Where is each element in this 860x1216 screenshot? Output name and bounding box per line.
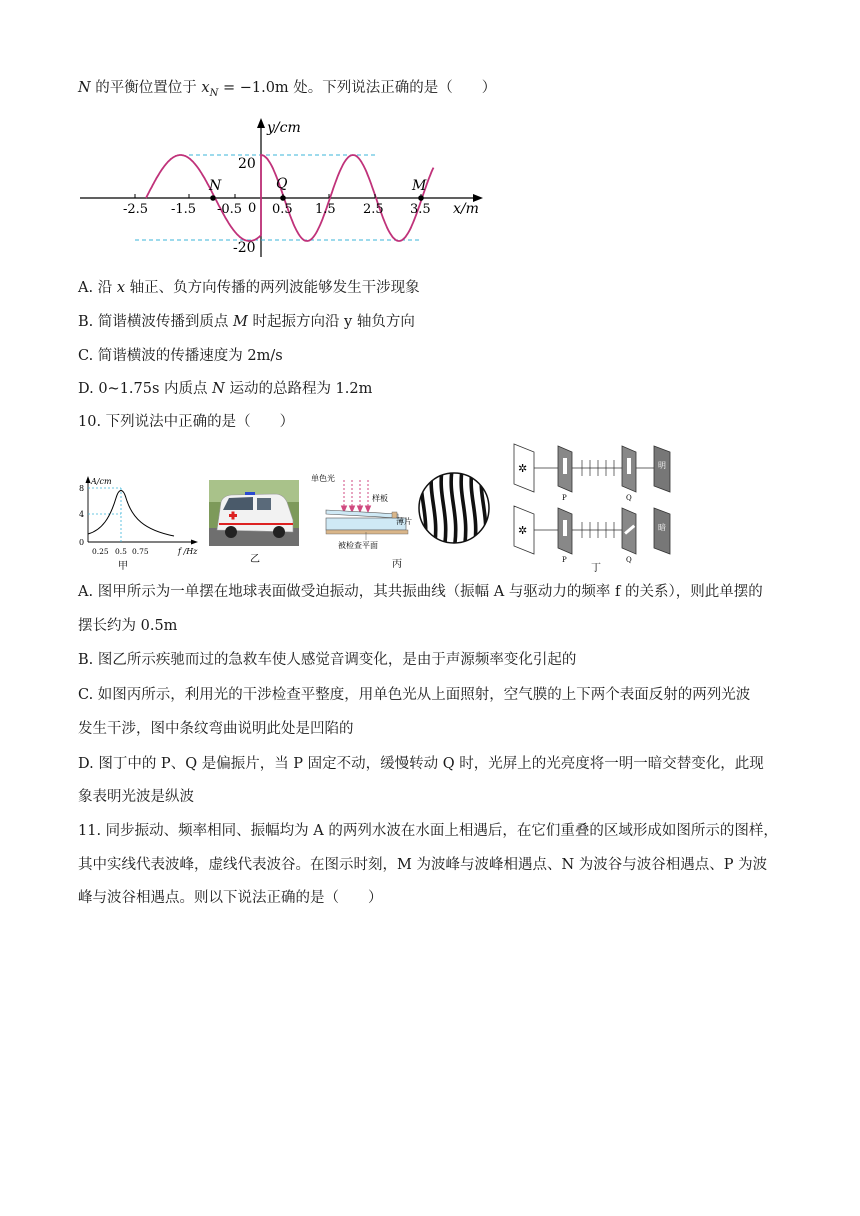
y-axis-label: y/cm <box>267 120 301 136</box>
fig-jia-y-tick: 4 <box>79 510 85 519</box>
x-tick-marks <box>135 194 421 198</box>
q9-wave-graph <box>75 112 495 262</box>
y-tick-20: 20 <box>238 156 256 172</box>
axis-arrow-icon <box>86 476 91 483</box>
x-axis-label: x/m <box>453 201 479 217</box>
polarizer-p-label: P <box>562 556 567 564</box>
fig-ding-polarizers <box>506 440 686 572</box>
point-m <box>418 195 424 201</box>
origin-label: 0 <box>248 201 257 216</box>
q11-stem-line2: 其中实线代表波峰，虚线代表波谷。在图示时刻，M 为波峰与波峰相遇点、N 为波谷与波谷相遇点、P 为波 <box>78 857 768 873</box>
x-tick: -0.5 <box>217 202 243 217</box>
q9-stem-var-x: x <box>201 80 210 96</box>
fig-jia-resonance-curve <box>74 474 200 572</box>
fig-jia-y-label: A/cm <box>91 477 112 486</box>
point-n-label: N <box>209 178 222 194</box>
x-tick: 0.5 <box>272 202 293 217</box>
screen-dark-label: 暗 <box>658 523 666 532</box>
q9-stem-var-n: N <box>78 80 91 96</box>
fig-jia-caption: 甲 <box>118 561 128 572</box>
q10-option-d-line1: D. 图丁中的 P、Q 是偏振片，当 P 固定不动，缓慢转动 Q 时，光屏上的光亮度将一明一暗交替变化，此现 <box>78 756 764 772</box>
q10-option-b: B. 图乙所示疾驰而过的急救车使人感觉音调变化，是由于声源频率变化引起的 <box>78 652 577 668</box>
y-tick-neg20: -20 <box>233 240 256 256</box>
fig-bing-interference-test <box>306 470 498 574</box>
q9-stem-tail <box>78 78 496 104</box>
screen-bright-label: 明 <box>658 461 666 470</box>
fig-jia-x-tick: 0.5 <box>115 547 127 556</box>
fig-bing-flat-label: 被检查平面 <box>338 541 378 550</box>
q11-stem-line1: 11. 同步振动、频率相同、振幅均为 A 的两列水波在水面上相遇后，在它们重叠的区域形成如图所示的图样， <box>78 823 778 839</box>
y-axis-arrow-icon <box>257 118 265 128</box>
point-n <box>210 195 216 201</box>
point-q-label: Q <box>276 176 288 192</box>
q9-option-d: D. 0~1.75s 内质点 N 运动的总路程为 1.2m <box>78 381 373 397</box>
fig-jia-y-tick: 8 <box>79 484 85 493</box>
q9-stem-text-end: = −1.0m 处。下列说法正确的是（ ） <box>218 80 497 96</box>
q10-option-c-line1: C. 如图丙所示，利用光的干涉检查平整度，用单色光从上面照射，空气膜的上下两个表面反射的两列光波 <box>78 687 751 703</box>
polarizer-p-label: P <box>562 494 567 502</box>
fig-bing-caption: 丙 <box>392 559 402 570</box>
q11-stem-line3: 峰与波谷相遇点。则以下说法正确的是（ ） <box>78 890 383 906</box>
fringe-pattern <box>416 470 496 550</box>
q10-stem: 10. 下列说法中正确的是（ ） <box>78 414 295 430</box>
q10-option-a-line1: A. 图甲所示为一单摆在地球表面做受迫振动，其共振曲线（振幅 A 与驱动力的频率 f 的关系），则此单摆的 <box>78 584 763 600</box>
q9-stem-text: 的平衡位置位于 <box>90 80 202 96</box>
fig-ding-caption: 丁 <box>591 563 601 572</box>
point-q <box>280 195 286 201</box>
fig-jia-x-tick: 0.75 <box>132 547 149 556</box>
q9-option-c: C. 简谐横波的传播速度为 2m/s <box>78 348 283 364</box>
point-m-label: M <box>412 178 427 194</box>
fig-bing-shim-label: 薄片 <box>396 517 412 526</box>
q9-option-a: A. 沿 x 轴正、负方向传播的两列波能够发生干涉现象 <box>78 280 420 296</box>
q9-option-b: B. 简谐横波传播到质点 M 时起振方向沿 y 轴负方向 <box>78 314 415 330</box>
q9-stem-sub: N <box>209 87 219 99</box>
x-tick: 3.5 <box>410 202 431 217</box>
fig-jia-x-tick: 0.25 <box>92 547 109 556</box>
polarizer-q-label: Q <box>626 556 632 564</box>
polarizer-q-label: Q <box>626 494 632 502</box>
x-tick: 1.5 <box>315 202 336 217</box>
fig-bing-plate-label: 样板 <box>372 494 388 503</box>
x-tick: 2.5 <box>363 202 384 217</box>
q10-option-c-line2: 发生干涉，图中条纹弯曲说明此处是凹陷的 <box>78 721 354 737</box>
fig-yi-ambulance-photo <box>209 480 299 568</box>
light-source-icon: ✲ <box>518 524 528 537</box>
light-source-icon: ✲ <box>518 462 528 475</box>
x-tick: -1.5 <box>171 202 197 217</box>
fig-yi-caption: 乙 <box>250 554 260 565</box>
axis-arrow-icon <box>191 540 198 545</box>
fig-jia-y-tick: 0 <box>79 538 85 547</box>
x-tick: -2.5 <box>123 202 149 217</box>
q10-option-d-line2: 象表明光波是纵波 <box>78 789 194 805</box>
fig-bing-light-label: 单色光 <box>311 474 335 483</box>
q10-option-a-line2: 摆长约为 0.5m <box>78 618 178 634</box>
fig-jia-x-label: f /Hz <box>178 547 198 556</box>
